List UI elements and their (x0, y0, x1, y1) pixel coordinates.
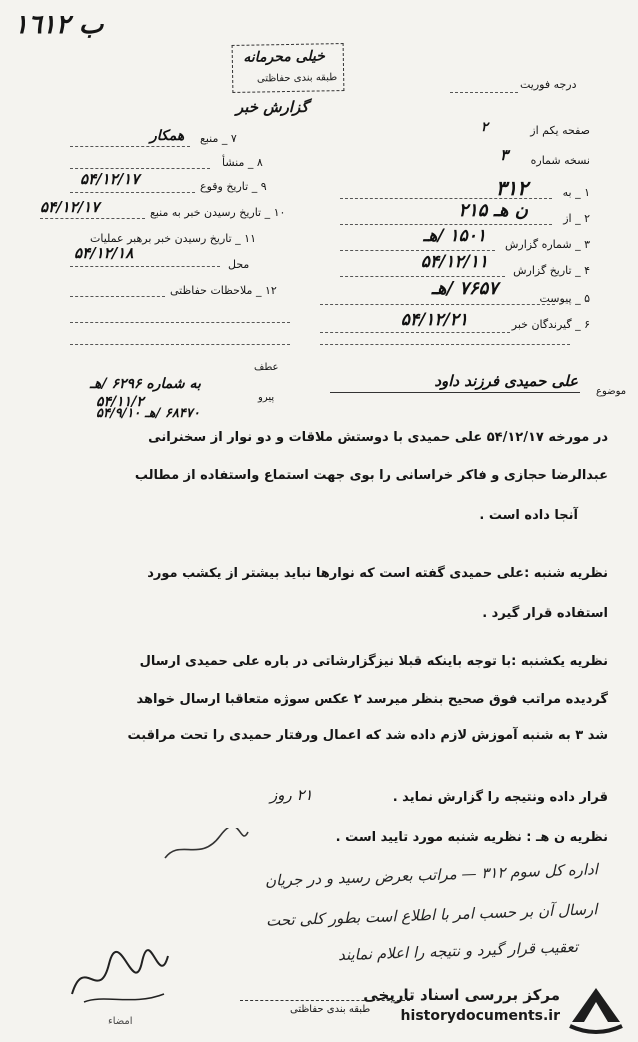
field-copy-value: ۳ (499, 146, 508, 164)
field-report-date-value: ۵۴/۱۲/۱۱ (420, 252, 488, 272)
body-line: عبدالرضا حجازی و فاکر خراسانی را بوی جهت استماع واستفاده از مطالب (134, 468, 608, 483)
body-line: استفاده قرار گیرد . (482, 606, 608, 621)
archive-name: مرکز بررسی اسناد تاریخی (363, 986, 560, 1004)
field-source-receipt-value: ۵۴/۱۲/۱۷ (40, 198, 100, 216)
document-number: ب ١٦١٢ (14, 10, 104, 40)
handwritten-note-line: تعقیب قرار گیرد و نتیجه را اعلام نمایند (337, 937, 579, 965)
field-event-date-value: ۵۴/۱۲/۱۷ (80, 170, 140, 188)
ref-value: به شماره ۶۲۹۶ /هـ (90, 376, 201, 392)
field-origin-line (70, 168, 210, 169)
field-report-number: ۳ _ شماره گزارش (504, 238, 590, 251)
field-to: ۱ _ به (562, 186, 590, 199)
field-report-date: ۴ _ تاریخ گزارش (513, 264, 590, 277)
margin-note: ۲۱ روز (270, 786, 313, 804)
field-page: صفحه یکم از (530, 124, 590, 137)
body-line: نظریه یکشنبه :با توجه باینکه قبلا نیزگزارشاتی در باره علی حمیدی ارسال (139, 654, 608, 669)
field-from-line (340, 224, 552, 225)
priority-line (450, 92, 518, 93)
handwritten-note-line: اداره کل سوم ۳۱۲ — مراتب بعرض رسید و در جریان (264, 860, 599, 890)
field-report-number-line (340, 250, 495, 251)
ref-label: عطف (254, 362, 279, 373)
field-location: محل (228, 258, 250, 271)
body-line: نظریه ن هـ : نظریه شنبه مورد تایید است . (335, 830, 608, 845)
classification-label: طبقه بندی حفاظتی (256, 72, 338, 85)
field-source-receipt-line (40, 218, 145, 219)
field-to-value: ۳۱۲ (495, 176, 528, 200)
field-ops-receipt: ۱۱ _ تاریخ رسیدن خبر برهبر عملیات (90, 232, 256, 245)
field-source: ۷ _ منبع (200, 132, 237, 145)
subject-value: علی حمیدی فرزند داود (434, 372, 578, 390)
field-origin: ۸ _ منشأ (222, 156, 263, 169)
body-line: آنجا داده است . (479, 508, 578, 523)
signature-label: امضاء (108, 1016, 133, 1027)
archive-logo-icon (566, 982, 626, 1036)
scribble-mark (160, 828, 250, 868)
field-report-date-line (340, 276, 505, 277)
ref-date: ۵۴/۱۱/۲ (96, 394, 144, 410)
subject-line (330, 392, 580, 393)
field-page-value: ۲ (481, 120, 488, 135)
archive-url: historydocuments.ir (400, 1008, 560, 1024)
field-report-number-value: ۱۵۰۱ /هـ (423, 226, 486, 246)
field-from-value: ن هـ ۲۱۵ (458, 200, 528, 221)
field-source-line (70, 146, 190, 147)
archive-watermark (340, 982, 630, 1038)
field-recipients-value: ۵۴/۱۲/۲۱ (400, 310, 468, 330)
ref-value2: ۶۸۴۷۰ /هـ ۵۴/۹/۱۰ (96, 406, 200, 421)
signature-mark (64, 944, 174, 1014)
field-source-receipt: ۱۰ _ تاریخ رسیدن خبر به منبع (150, 206, 286, 219)
extra-line-3 (70, 344, 290, 345)
extra-line-2 (70, 322, 290, 323)
field-copy: نسخه شماره (530, 154, 590, 167)
subject-label: موضوع (596, 386, 627, 397)
classification-value: خیلی محرمانه (243, 48, 325, 66)
handwritten-note-line: ارسال آن بر حسب امر با اطلاع است بطور کلی تحت (266, 900, 599, 930)
field-location-line (70, 266, 220, 267)
body-line: در مورخه ۵۴/۱۲/۱۷ علی حمیدی با دوستش ملاقات و دو نوار از سخنرانی (148, 430, 608, 445)
ref-label2: پیرو (258, 392, 275, 403)
field-location-value: ۵۴/۱۲/۱۸ (74, 244, 134, 262)
field-attachment-value: ۷۶۵۷ /هـ (431, 278, 498, 299)
body-line: نظریه شنبه :علی حمیدی گفته است که نوارها نباید بیشتر از یکشب مورد (147, 566, 608, 581)
footer-classification: طبقه بندی حفاظتی (290, 1004, 371, 1015)
field-event-date-line (70, 192, 195, 193)
extra-line-1 (320, 344, 570, 345)
field-recipients-line (320, 332, 510, 333)
body-line: شد ۳ به شنبه آموزش لازم داده شد که اعمال ورفتار حمیدی را تحت مراقبت (127, 728, 608, 743)
body-line: قرار داده ونتیجه را گزارش نماید . (392, 790, 608, 805)
field-security-notes: ۱۲ _ ملاحظات حفاظتی (170, 284, 277, 297)
field-source-value: همکار (150, 128, 185, 144)
priority-label: درجه فوریت (520, 78, 577, 91)
field-from: ۲ _ از (563, 212, 590, 225)
field-attachment-line (320, 304, 555, 305)
report-type: گزارش خبر (236, 98, 309, 116)
field-attachment: ۵ _ پیوست (539, 292, 590, 305)
field-security-notes-line (70, 296, 165, 297)
field-event-date: ۹ _ تاریخ وقوع (200, 180, 267, 193)
body-line: گردیده مراتب فوق صحیح بنظر میرسد ۲ عکس سوژه متعاقبا ارسال خواهد (136, 692, 608, 707)
field-recipients: ۶ _ گیرندگان خبر (511, 318, 590, 331)
classification-stamp (232, 43, 345, 93)
